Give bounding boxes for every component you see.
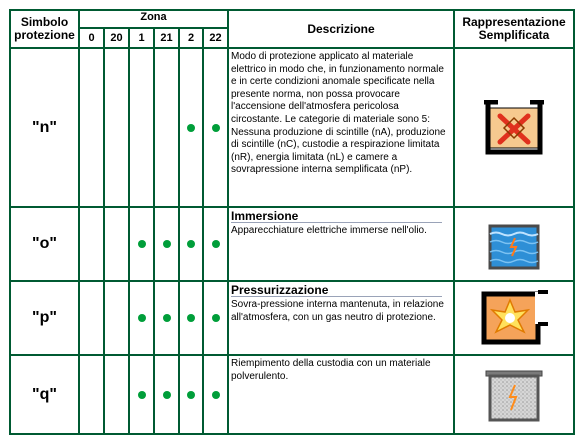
row-q-symbol: "q"	[11, 356, 78, 433]
header-zone-22: 22	[204, 29, 227, 47]
powder-filling-icon	[482, 365, 546, 425]
zone-dot	[212, 314, 220, 322]
row-p-zone-0	[80, 282, 103, 354]
header-symbol: Simbolo protezione	[11, 11, 78, 47]
row-o-zone-1	[130, 208, 153, 280]
row-q-zone-2	[180, 356, 202, 433]
row-o-title: Immersione	[231, 210, 442, 223]
row-p-zone-1	[130, 282, 153, 354]
row-n-zone-0	[80, 49, 103, 206]
header-zone-20: 20	[105, 29, 128, 47]
row-o-icon-cell	[455, 208, 573, 280]
row-o-zone-20	[105, 208, 128, 280]
row-o-description	[229, 208, 453, 280]
row-p-zone-22	[204, 282, 227, 354]
header-zone-2: 2	[180, 29, 202, 47]
row-p-zone-21	[155, 282, 178, 354]
row-p-zone-20	[105, 282, 128, 354]
row-o-zone-0	[80, 208, 103, 280]
row-n-zone-22	[204, 49, 227, 206]
header-representation: Rappresentazione Semplificata	[455, 11, 573, 47]
zone-dot	[163, 391, 171, 399]
row-o-text: Apparecchiature elettriche immerse nell'olio.	[231, 225, 427, 236]
row-q-text: Riempimento della custodia con un materiale polverulento.	[231, 358, 431, 382]
row-o-zone-2	[180, 208, 202, 280]
row-q-icon-cell	[455, 356, 573, 433]
row-p-title: Pressurizzazione	[231, 284, 442, 297]
header-zone-0: 0	[80, 29, 103, 47]
zone-dot	[138, 391, 146, 399]
row-o-symbol: "o"	[11, 208, 78, 280]
row-q-zone-1	[130, 356, 153, 433]
row-p-zone-2	[180, 282, 202, 354]
header-zone: Zona	[80, 11, 227, 27]
protection-table	[9, 9, 575, 435]
row-q-zone-20	[105, 356, 128, 433]
row-q-description	[229, 356, 453, 433]
row-o-zone-22	[204, 208, 227, 280]
row-q-zone-21	[155, 356, 178, 433]
row-n-description	[229, 49, 453, 206]
row-p-symbol: "p"	[11, 282, 78, 354]
row-p-description	[229, 282, 453, 354]
pressurized-enclosure-icon	[478, 288, 550, 348]
row-n-icon-cell	[455, 49, 573, 206]
oil-immersion-icon	[482, 216, 546, 272]
zone-dot	[187, 240, 195, 248]
row-q-zone-0	[80, 356, 103, 433]
header-description: Descrizione	[229, 11, 453, 47]
row-q-zone-22	[204, 356, 227, 433]
row-n-zone-2	[180, 49, 202, 206]
row-n-symbol: "n"	[11, 49, 78, 206]
header-zone-21: 21	[155, 29, 178, 47]
row-n-text: Modo di protezione applicato al materiale elettrico in modo che, in funzionamento normale e in certe condizioni anomale specificate nella presente norma, non possa provocare l'accensione dell'atmosfera pericolosa circostante. Le categorie di materiale sono 5: Nessuna produzione di scintille (nA), produzione di scintille (nC), custodie a respirazione limitata (nR), energia limitata (nL) e camere a sovrapressione interna semplificata (nP).	[231, 51, 446, 176]
zone-dot	[138, 240, 146, 248]
zone-dot	[187, 314, 195, 322]
row-p-text: Sovra-pressione interna mantenuta, in relazione all'atmosfera, con un gas neutro di protezione.	[231, 299, 444, 323]
zone-dot	[212, 391, 220, 399]
zone-dot	[163, 240, 171, 248]
header-zone-1: 1	[130, 29, 153, 47]
zone-dot	[212, 124, 220, 132]
zone-dot	[187, 391, 195, 399]
row-p-icon-cell	[455, 282, 573, 354]
row-n-zone-20	[105, 49, 128, 206]
row-n-zone-1	[130, 49, 153, 206]
zone-dot	[163, 314, 171, 322]
zone-dot	[138, 314, 146, 322]
row-n-zone-21	[155, 49, 178, 206]
zone-dot	[187, 124, 195, 132]
zone-dot	[212, 240, 220, 248]
row-o-zone-21	[155, 208, 178, 280]
enclosure-cross-icon	[482, 100, 546, 156]
